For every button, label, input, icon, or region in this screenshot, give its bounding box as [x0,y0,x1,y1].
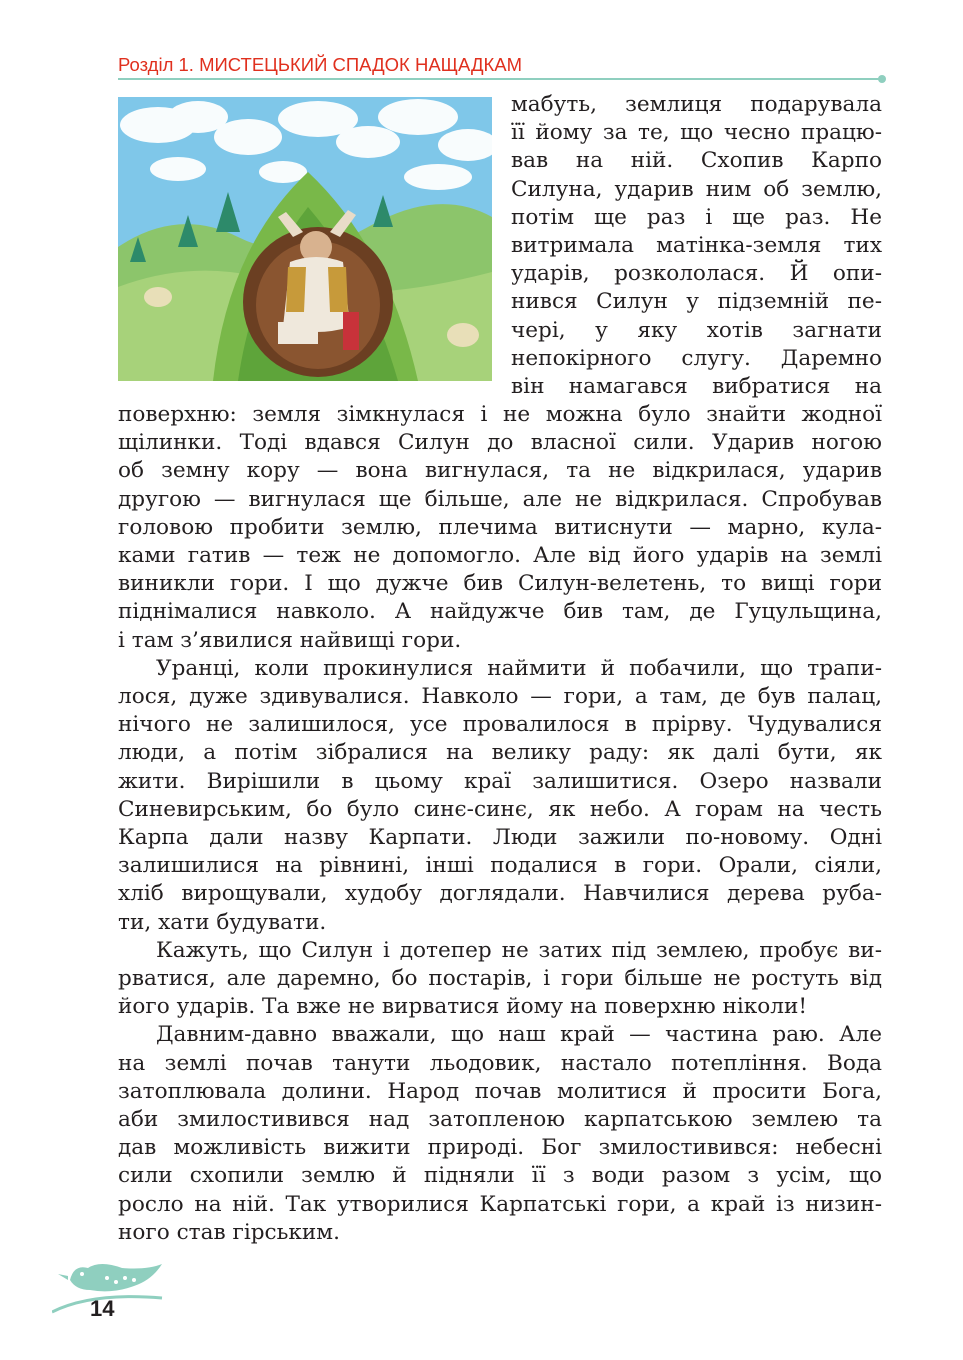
text-line: ного став гірським. [118,1219,340,1245]
text-line: він намагався вибратися на [511,374,882,400]
paragraph [118,655,882,937]
text-line: витримала матінка-земля тих [511,233,882,259]
text-line: лося, дуже здивувалися. Навколо — гори, а там, де був палац, [118,684,882,710]
text-line: другою — вигнулася ще більше, але не відкрилася. Спробував [118,486,882,512]
text-line: непокірного слугу. Даремно [511,345,882,371]
text-line: Уранці, коли прокинулися наймити й побачили, що трапи- [156,655,882,681]
text-line: і там з’явилися найвищі гори. [118,627,462,653]
text-line: вав на ній. Схопив Карпо [511,148,882,174]
text-line: мабуть, землиця подарувала [511,92,882,117]
paragraph [118,1021,882,1247]
text-line: на землі почав танути льодовик, настало потепління. Вода [118,1050,882,1076]
text-line: жити. Вирішили в цьому краї залишитися. Озеро назвали [118,768,882,794]
header-rule-dot [878,75,886,83]
text-line: хліб вирощували, худобу доглядали. Навчилися дерева руба- [118,881,882,907]
text-line: дав можливість вижити природі. Бог змилостивився: небесні [118,1135,882,1161]
text-line: піднімалися навколо. А найдужче бив там, де Гуцульщина, [118,599,882,625]
text-line: виникли гори. І що дужче бив Силун-велетень, то вищі гори [118,571,882,597]
paragraph [118,401,882,655]
paragraph [118,937,882,1022]
wrapped-text-column [511,91,882,401]
text-line: залишилися на рівнині, інші подалися в гори. Орали, сіяли, [118,853,882,879]
text-line: аби змилостивився над затопленою карпатською землею та [118,1107,882,1133]
text-line: головою пробити землю, плечима витиснути — марно, кула- [118,514,882,540]
header-rule [118,78,880,80]
text-line: Синевирським, бо було синє-синє, як небо. А горам на честь [118,796,882,822]
text-line: Карпа дали назву Карпати. Люди зажили по-новому. Одні [118,825,882,851]
text-line: росло на ній. Так утворилися Карпатські гори, а край із низин- [118,1191,882,1217]
text-line: щілинки. Тоді вдався Силун до власної сили. Ударив ногою [118,430,882,456]
story-illustration [118,97,492,381]
text-line: поверхню: земля зімкнулася і не можна було знайти жодної [118,402,882,427]
body-text [118,401,882,1247]
text-line: Силуна, ударив ним об землю, [511,176,882,202]
text-line: потім ще раз і ще раз. Не [511,204,882,230]
text-line: Кажуть, що Силун і дотепер не затих під землею, пробує ви- [156,937,882,963]
text-line: нічого не залишилося, усе провалилося в прірву. Чудувалися [118,712,882,738]
text-line: її йому за те, що чесно працю- [511,120,882,146]
text-line: рватися, але даремно, бо постарів, і гори більше не ростуть від [118,966,882,992]
section-header: Розділ 1. МИСТЕЦЬКИЙ СПАДОК НАЩАДКАМ [118,54,523,75]
text-line: нився Силун у підземній пе- [511,289,882,315]
text-line: об земну кору — вона вигнулася, та не відкрилася, ударив [118,458,882,484]
text-line: ками гатив — теж не допомогло. Але від його ударів на землі [118,543,882,569]
text-line: ударів, розкололася. Й опи- [511,261,882,287]
text-line: чері, у яку хотів загнати [511,317,882,343]
text-line: Давним-давно вважали, що наш край — частина раю. Але [156,1022,882,1048]
text-line: сили схопили землю й підняли її з води разом з усім, що [118,1163,882,1189]
text-line: затоплювала долини. Народ почав молитися й просити Бога, [118,1078,882,1104]
text-line: його ударів. Та вже не вирватися йому на поверхню ніколи! [118,994,808,1020]
text-line: ти, хати будувати. [118,909,327,935]
page-number: 14 [90,1296,115,1321]
text-line: люди, а потім зібралися на велику раду: як далі бути, як [118,740,882,766]
